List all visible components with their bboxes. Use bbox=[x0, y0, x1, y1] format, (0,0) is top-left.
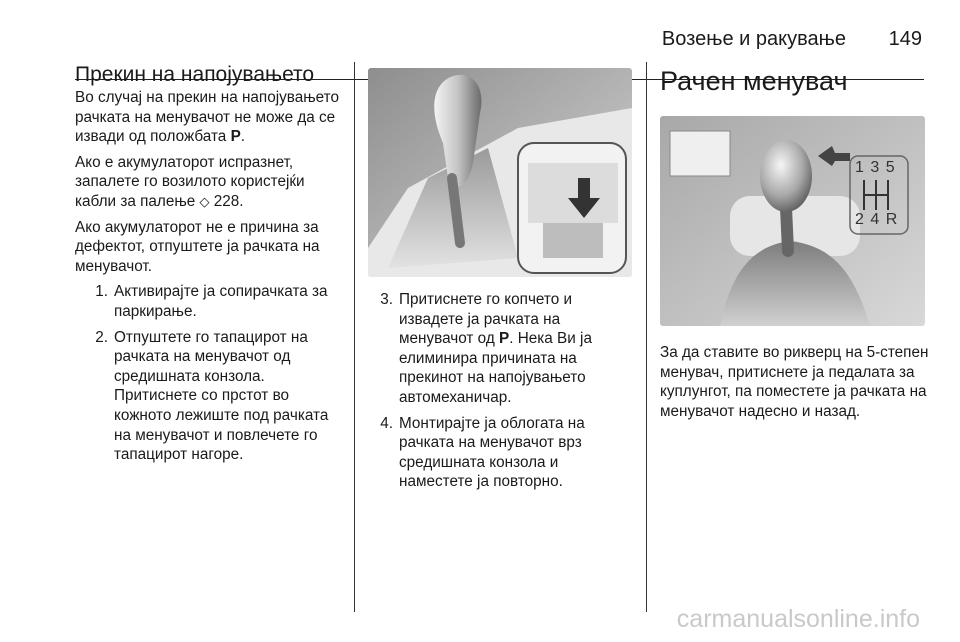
gear-pattern-top-label: 1 3 5 bbox=[855, 159, 896, 176]
page-header bbox=[0, 28, 960, 58]
column-3 bbox=[660, 62, 930, 97]
manual-gearbox-figure bbox=[660, 116, 925, 326]
column-divider bbox=[354, 62, 355, 612]
paragraph: Ако е акумулаторот испразнет, запалете го возилото користејќи кабли за палење ◇ 228. bbox=[75, 153, 305, 210]
reference-arrow-icon: ◇ bbox=[199, 193, 210, 209]
page-number: 149 bbox=[888, 28, 922, 50]
section-heading: Прекин на напојувањето bbox=[75, 63, 315, 86]
step-list bbox=[75, 282, 347, 464]
watermark: carmanualsonline.info bbox=[676, 605, 920, 633]
running-title: Возење и ракување bbox=[661, 28, 846, 50]
paragraph: Ако акумулаторот не е причина за дефектот, отпуштете ја рачката на менувачот. bbox=[75, 218, 320, 275]
column-2 bbox=[368, 290, 633, 498]
column-divider bbox=[646, 62, 647, 612]
paragraph: Во случај на прекин на напојувањето рачката на менувачот не може да се извади од положбата P. bbox=[75, 89, 339, 146]
paragraph: За да ставите во рикверц на 5-степен менувач, притиснете ја педалата за куплунгот, па поместете ја рачката на менувачот надесно и назад. bbox=[660, 344, 929, 420]
list-item: 4. Монтирајте ја облогата на рачката на менувачот врз средишната конзола и наместете ја повторно. bbox=[380, 414, 585, 491]
list-item: 2. Отпуштете го тапацирот на рачката на менувачот од средишната конзола. Притиснете со прстот во кожното лежиште под рачката на менувачот и повлечете го тапацирот нагоре. bbox=[95, 328, 329, 464]
column-1 bbox=[75, 62, 347, 471]
section-heading: Рачен менувач bbox=[660, 66, 848, 96]
list-item: 3. Притиснете го копчето и извадете ја рачката на менувачот од P. Нека Ви ја елиминира причината на прекинот на напојувањето автомеханичар. bbox=[380, 291, 592, 406]
column-3-body bbox=[660, 343, 930, 421]
gear-pattern-bottom-label: 2 4 R bbox=[855, 211, 899, 228]
shifter-release-figure bbox=[368, 68, 632, 277]
list-item: 1. Активирајте ја сопирачката за паркирање. bbox=[95, 283, 328, 320]
